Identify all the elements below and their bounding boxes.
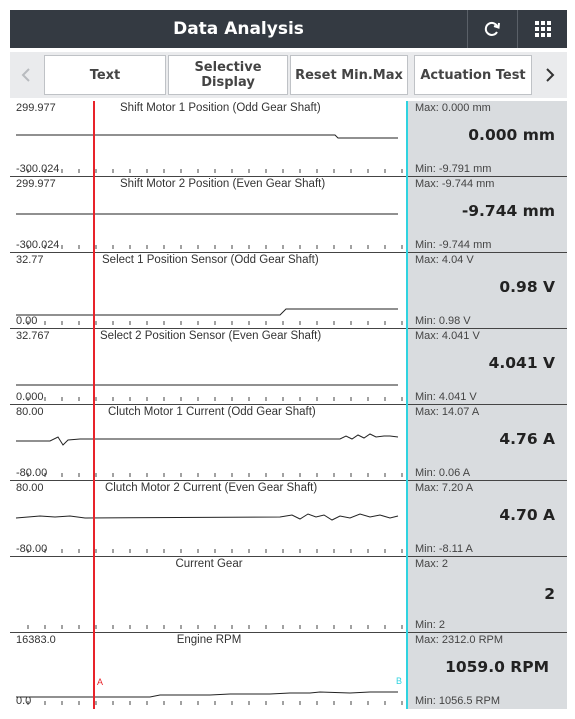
- max-value: Max: -9.744 mm: [415, 178, 495, 190]
- value-panel: [408, 253, 567, 329]
- parameter-name: Clutch Motor 2 Current (Even Gear Shaft): [105, 482, 318, 494]
- toolbar: [10, 52, 567, 98]
- selective-display-label: Selective Display: [194, 60, 262, 90]
- min-value: Min: 0.06 A: [415, 467, 471, 479]
- cursor-a-label: A: [97, 677, 104, 687]
- y-min-label: -300.024: [16, 163, 60, 175]
- min-value: Min: 1056.5 RPM: [415, 695, 500, 707]
- app-header: [10, 10, 567, 48]
- min-value: Min: 4.041 V: [415, 391, 477, 403]
- graph-area: [10, 481, 408, 557]
- value-panel: [408, 405, 567, 481]
- value-panel: [408, 101, 567, 177]
- min-value: Min: -8.11 A: [415, 543, 473, 555]
- grid-menu-button[interactable]: [517, 10, 568, 48]
- y-max-label: 32.767: [16, 330, 50, 342]
- value-panel: [408, 329, 567, 405]
- y-max-label: 299.977: [16, 178, 56, 190]
- y-min-label: -300.024: [16, 239, 60, 251]
- current-value: 1059.0 RPM: [445, 658, 549, 676]
- current-value: 4.70 A: [499, 506, 555, 524]
- current-value: 4.041 V: [488, 354, 555, 372]
- graph-area: [10, 329, 408, 405]
- prev-button[interactable]: [12, 55, 40, 95]
- reset-min-max-button[interactable]: Reset Min.Max: [290, 55, 408, 95]
- y-min-label: 0.0: [16, 695, 32, 707]
- graph-area: [10, 101, 408, 177]
- y-max-label: 299.977: [16, 102, 56, 114]
- value-panel: [408, 177, 567, 253]
- max-value: Max: 7.20 A: [415, 482, 474, 494]
- parameter-name: Clutch Motor 1 Current (Odd Gear Shaft): [108, 406, 316, 418]
- y-min-label: 0.000: [16, 391, 44, 403]
- parameter-name: Shift Motor 2 Position (Even Gear Shaft): [120, 178, 326, 190]
- current-value: 4.76 A: [499, 430, 555, 448]
- y-min-label: -80.00: [16, 543, 48, 555]
- parameter-name: Select 2 Position Sensor (Even Gear Shaft): [100, 330, 322, 342]
- parameter-name: Shift Motor 1 Position (Odd Gear Shaft): [120, 102, 321, 114]
- max-value: Max: 0.000 mm: [415, 102, 491, 114]
- cursor-b-line[interactable]: [406, 101, 408, 709]
- y-min-label: 0.00: [16, 315, 38, 327]
- min-value: Min: -9.791 mm: [415, 163, 492, 175]
- actuation-test-button[interactable]: Actuation Test: [414, 55, 532, 95]
- min-value: Min: -9.744 mm: [415, 239, 492, 251]
- min-value: Min: 0.98 V: [415, 315, 471, 327]
- current-value: 0.98 V: [499, 278, 555, 296]
- min-value: Min: 2: [415, 619, 445, 631]
- graph-area: [10, 633, 408, 709]
- value-panel: [408, 633, 567, 709]
- y-max-label: 16383.0: [16, 634, 56, 646]
- refresh-button[interactable]: [467, 10, 516, 48]
- text-button[interactable]: Text: [44, 55, 166, 95]
- graph-area: [10, 405, 408, 481]
- y-min-label: -80.00: [16, 467, 48, 479]
- max-value: Max: 4.04 V: [415, 254, 474, 266]
- chevron-right-icon: [544, 67, 556, 83]
- grid-icon: [534, 20, 552, 38]
- current-value: -9.744 mm: [461, 202, 555, 220]
- refresh-icon: [482, 19, 502, 39]
- graph-area: [10, 177, 408, 253]
- graph-area: [10, 557, 408, 633]
- max-value: Max: 4.041 V: [415, 330, 480, 342]
- max-value: Max: 2312.0 RPM: [415, 634, 504, 646]
- selective-display-button[interactable]: [168, 55, 288, 95]
- cursor-b-label: B: [396, 676, 403, 686]
- cursor-a-line[interactable]: [93, 101, 95, 709]
- current-value: 2: [544, 585, 555, 603]
- y-max-label: 32.77: [16, 254, 44, 266]
- y-max-label: 80.00: [16, 406, 44, 418]
- parameter-name: Current Gear: [175, 558, 243, 570]
- graph-area: [10, 253, 408, 329]
- current-value: 0.000 mm: [468, 126, 555, 144]
- chevron-left-icon: [20, 67, 32, 83]
- value-panel: [408, 557, 567, 633]
- y-max-label: 80.00: [16, 482, 44, 494]
- next-button[interactable]: [536, 55, 564, 95]
- value-panel: [408, 481, 567, 557]
- parameter-name: Engine RPM: [176, 634, 242, 646]
- max-value: Max: 14.07 A: [415, 406, 480, 418]
- page-title: Data Analysis: [173, 19, 304, 39]
- parameter-name: Select 1 Position Sensor (Odd Gear Shaft): [102, 254, 319, 266]
- max-value: Max: 2: [415, 558, 449, 570]
